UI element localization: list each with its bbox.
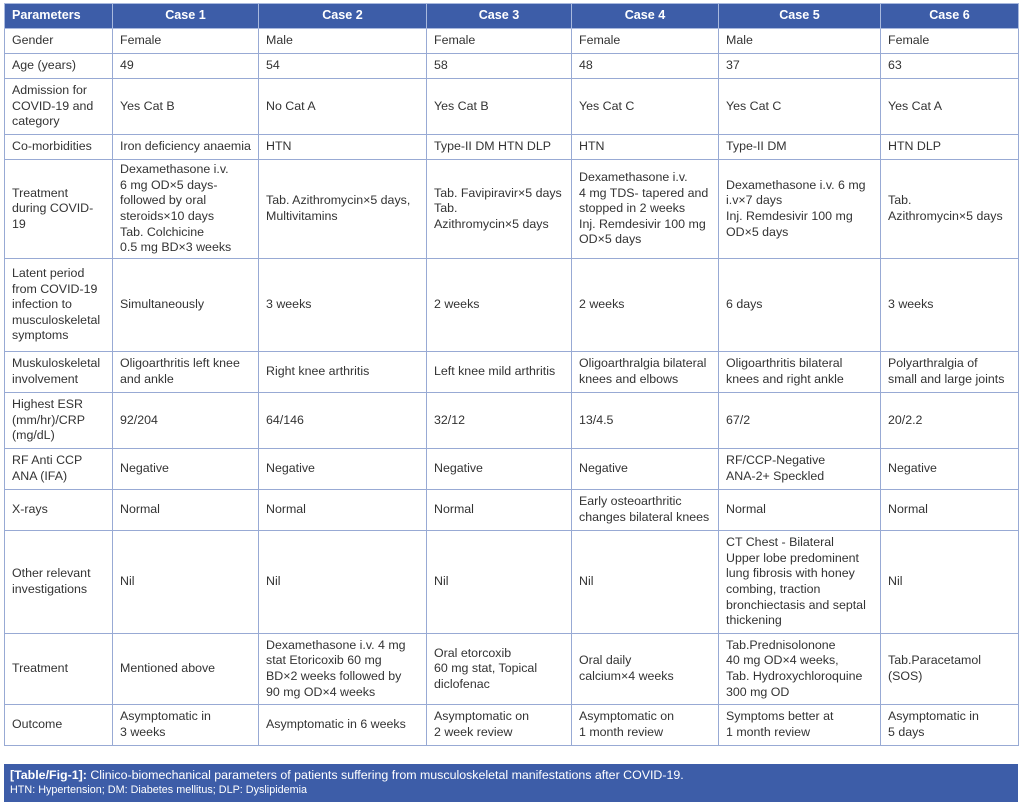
table-cell: Yes Cat A (881, 79, 1019, 135)
row-label: Treatment (5, 634, 113, 705)
table-cell: Tab. Favipiravir×5 days Tab. Azithromycin×5 days (427, 160, 572, 259)
table-cell: Nil (427, 531, 572, 634)
table-cell: Polyarthralgia of small and large joints (881, 352, 1019, 393)
caption-label: [Table/Fig-1]: (10, 768, 87, 782)
table-cell: 67/2 (719, 393, 881, 449)
table-cell: 2 weeks (427, 259, 572, 352)
table-cell: 20/2.2 (881, 393, 1019, 449)
table-caption (4, 764, 1018, 802)
table-cell: Early osteoarthritic changes bilateral knees (572, 490, 719, 531)
table-cell: Normal (427, 490, 572, 531)
table-row-treatment-during-covid (5, 160, 1019, 259)
caption-abbreviations: HTN: Hypertension; DM: Diabetes mellitus; DLP: Dyslipidemia (10, 784, 308, 796)
table-cell: Nil (113, 531, 259, 634)
table-cell: 63 (881, 54, 1019, 79)
header-case-5: Case 5 (719, 4, 881, 29)
table-cell: Male (719, 29, 881, 54)
table-cell: Yes Cat B (113, 79, 259, 135)
clinical-parameters-table (4, 3, 1019, 746)
table-cell: Dexamethasone i.v. 6 mg OD×5 days- followed by oral steroids×10 days Tab. Colchicine 0.5 mg BD×3 weeks (113, 160, 259, 259)
table-cell: Female (427, 29, 572, 54)
table-row-x-rays (5, 490, 1019, 531)
table-cell: Dexamethasone i.v. 6 mg i.v×7 days Inj. Remdesivir 100 mg OD×5 days (719, 160, 881, 259)
header-case-6: Case 6 (881, 4, 1019, 29)
table-cell: Tab.Paracetamol (SOS) (881, 634, 1019, 705)
caption-text: Clinico-biomechanical parameters of patients suffering from musculoskeletal manifestations after COVID-19. (86, 768, 684, 782)
table-cell: Dexamethasone i.v. 4 mg stat Etoricoxib 60 mg BD×2 weeks followed by 90 mg OD×4 weeks (259, 634, 427, 705)
row-label: X-rays (5, 490, 113, 531)
row-label: Co-morbidities (5, 135, 113, 160)
table-cell: Negative (259, 449, 427, 490)
table-cell: Oligoarthritis left knee and ankle (113, 352, 259, 393)
table-cell: 3 weeks (881, 259, 1019, 352)
table-cell: Yes Cat C (572, 79, 719, 135)
table-row-age (5, 54, 1019, 79)
header-case-4: Case 4 (572, 4, 719, 29)
table-cell: 58 (427, 54, 572, 79)
table-cell: Normal (881, 490, 1019, 531)
table-cell: Asymptomatic in 3 weeks (113, 705, 259, 746)
table-row-rf-anti-ccp (5, 449, 1019, 490)
table-cell: Female (113, 29, 259, 54)
table-cell: 92/204 (113, 393, 259, 449)
caption-title (10, 767, 1012, 783)
table-row-esr-crp (5, 393, 1019, 449)
table-cell: Negative (113, 449, 259, 490)
table-cell: RF/CCP-Negative ANA-2+ Speckled (719, 449, 881, 490)
row-label: Muskuloskeletal involvement (5, 352, 113, 393)
table-cell: 6 days (719, 259, 881, 352)
header-case-3: Case 3 (427, 4, 572, 29)
table-cell: Nil (259, 531, 427, 634)
table-cell: 3 weeks (259, 259, 427, 352)
row-label: Admission for COVID-19 and category (5, 79, 113, 135)
table-row-latent-period (5, 259, 1019, 352)
table-cell: Mentioned above (113, 634, 259, 705)
table-cell: Tab. Azithromycin×5 days (881, 160, 1019, 259)
table-cell: HTN (572, 135, 719, 160)
table-cell: 37 (719, 54, 881, 79)
table-cell: Normal (259, 490, 427, 531)
table-cell: Left knee mild arthritis (427, 352, 572, 393)
table-row-admission (5, 79, 1019, 135)
table-cell: Asymptomatic on 2 week review (427, 705, 572, 746)
table-cell: Nil (881, 531, 1019, 634)
table-cell: 13/4.5 (572, 393, 719, 449)
table-cell: 64/146 (259, 393, 427, 449)
row-label: Age (years) (5, 54, 113, 79)
table-row-other-investigations (5, 531, 1019, 634)
table-cell: No Cat A (259, 79, 427, 135)
table-row-musculoskeletal-involvement (5, 352, 1019, 393)
table-header-row (5, 4, 1019, 29)
table-cell: Type-II DM HTN DLP (427, 135, 572, 160)
table-cell: Female (881, 29, 1019, 54)
row-label: Other relevant investigations (5, 531, 113, 634)
table-cell: Simultaneously (113, 259, 259, 352)
header-case-2: Case 2 (259, 4, 427, 29)
table-cell: Yes Cat C (719, 79, 881, 135)
header-parameters: Parameters (5, 4, 113, 29)
table-cell: Right knee arthritis (259, 352, 427, 393)
table-cell: 2 weeks (572, 259, 719, 352)
table-cell: HTN (259, 135, 427, 160)
table-cell: Negative (572, 449, 719, 490)
table-cell: Tab.Prednisolonone 40 mg OD×4 weeks, Tab. Hydroxychloroquine 300 mg OD (719, 634, 881, 705)
table-cell: Symptoms better at 1 month review (719, 705, 881, 746)
table-row-comorbidities (5, 135, 1019, 160)
row-label: Gender (5, 29, 113, 54)
table-cell: 54 (259, 54, 427, 79)
table-cell: Dexamethasone i.v. 4 mg TDS- tapered and stopped in 2 weeks Inj. Remdesivir 100 mg OD×5 days (572, 160, 719, 259)
row-label: Highest ESR (mm/hr)/CRP (mg/dL) (5, 393, 113, 449)
table-cell: Oral daily calcium×4 weeks (572, 634, 719, 705)
table-cell: Normal (719, 490, 881, 531)
table-cell: Asymptomatic in 5 days (881, 705, 1019, 746)
table-cell: Negative (427, 449, 572, 490)
row-label: Outcome (5, 705, 113, 746)
row-label: Latent period from COVID-19 infection to musculoskeletal symptoms (5, 259, 113, 352)
table-cell: 32/12 (427, 393, 572, 449)
table-cell: CT Chest - Bilateral Upper lobe predominent lung fibrosis with honey combing, traction bronchiectasis and septal thickening (719, 531, 881, 634)
table-cell: Male (259, 29, 427, 54)
table-cell: Oligoarthritis bilateral knees and right ankle (719, 352, 881, 393)
row-label: Treatment during COVID- 19 (5, 160, 113, 259)
table-cell: Type-II DM (719, 135, 881, 160)
table-cell: 49 (113, 54, 259, 79)
table-row-gender (5, 29, 1019, 54)
table-cell: Negative (881, 449, 1019, 490)
table-cell: Normal (113, 490, 259, 531)
table-cell: Nil (572, 531, 719, 634)
table-cell: Oral etorcoxib 60 mg stat, Topical diclofenac (427, 634, 572, 705)
table-row-treatment (5, 634, 1019, 705)
table-row-outcome (5, 705, 1019, 746)
table-cell: Oligoarthralgia bilateral knees and elbows (572, 352, 719, 393)
row-label: RF Anti CCP ANA (IFA) (5, 449, 113, 490)
header-case-1: Case 1 (113, 4, 259, 29)
table-cell: Tab. Azithromycin×5 days, Multivitamins (259, 160, 427, 259)
table-cell: Female (572, 29, 719, 54)
table-cell: Yes Cat B (427, 79, 572, 135)
table-cell: HTN DLP (881, 135, 1019, 160)
table-cell: 48 (572, 54, 719, 79)
table-cell: Asymptomatic in 6 weeks (259, 705, 427, 746)
table-cell: Iron deficiency anaemia (113, 135, 259, 160)
table-cell: Asymptomatic on 1 month review (572, 705, 719, 746)
